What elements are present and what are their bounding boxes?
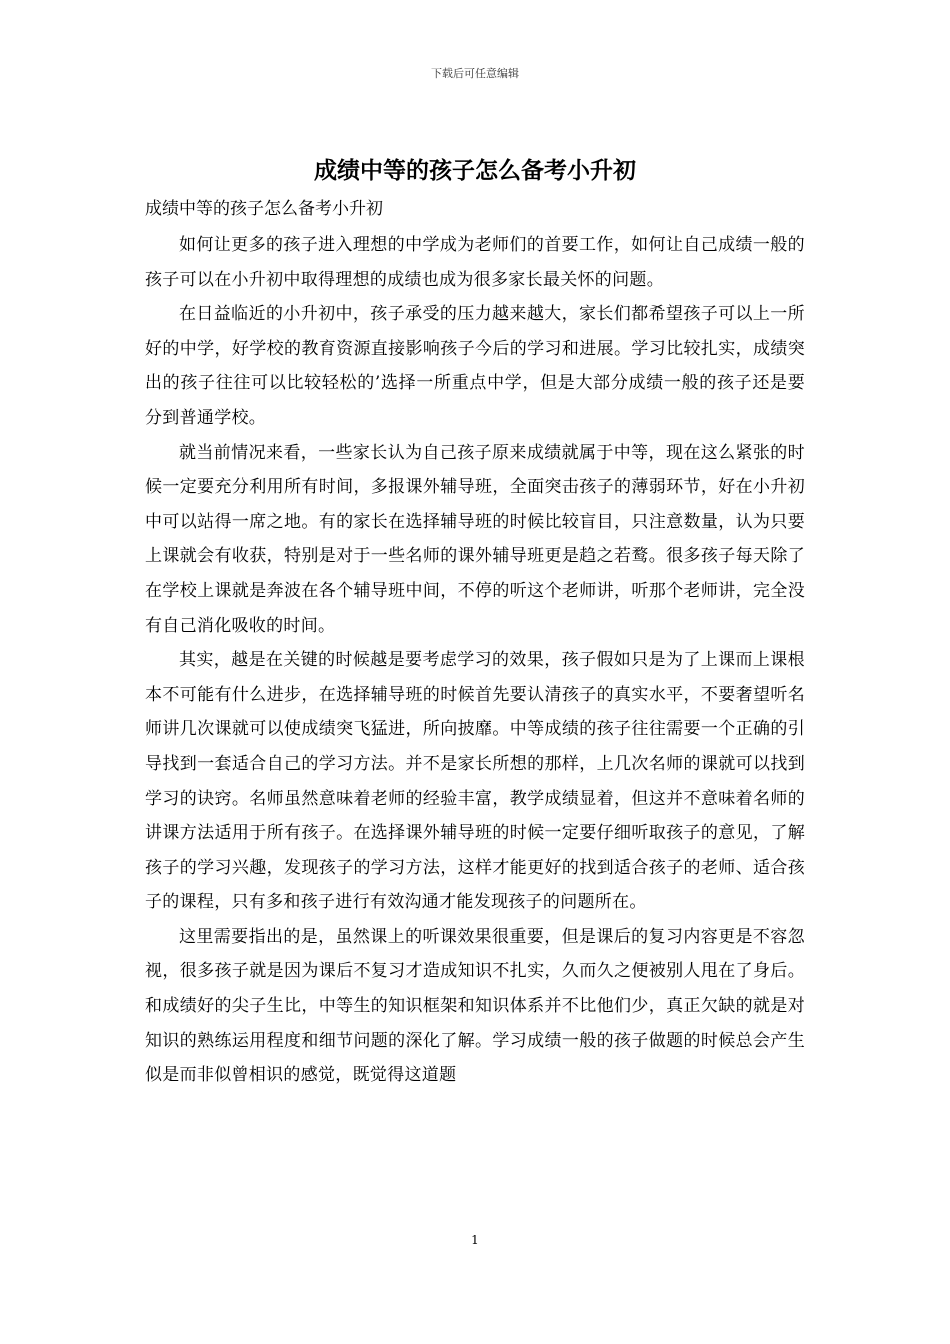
document-subtitle: 成绩中等的孩子怎么备考小升初 — [145, 199, 383, 219]
paragraph-2: 在日益临近的小升初中，孩子承受的压力越来越大，家长们都希望孩子可以上一所好的中学，好学校的教育资源直接影响孩子今后的学习和进展。学习比较扎实，成绩突出的孩子往往可以比较轻松的’选择一所重点中学，但是大部分成绩一般的孩子还是要分到普通学校。 — [145, 304, 805, 428]
paragraph-5: 这里需要指出的是，虽然课上的听课效果很重要，但是课后的复习内容更是不容忽视，很多孩子就是因为课后不复习才造成知识不扎实，久而久之便被别人甩在了身后。和成绩好的尖子生比，中等生的知识框架和知识体系并不比他们少，真正欠缺的就是对知识的熟练运用程度和细节问题的深化了解。学习成绩一般的孩子做题的时候总会产生似是而非似曾相识的感觉，既觉得这道题 — [145, 926, 805, 1086]
page-header: 下载后可任意编辑 — [431, 67, 519, 80]
paragraph-3: 就当前情况来看，一些家长认为自己孩子原来成绩就属于中等，现在这么紧张的时候一定要充分利用所有时间，多报课外辅导班，全面突击孩子的薄弱环节，好在小升初中可以站得一席之地。有的家长在选择辅导班的时候比较盲目，只注意数量，认为只要上课就会有收获，特别是对于一些名师的课外辅导班更是趋之若鹜。很多孩子每天除了在学校上课就是奔波在各个辅导班中间，不停的听这个老师讲，听那个老师讲，完全没有自己消化吸收的时间。 — [145, 442, 805, 636]
page-number: 1 — [471, 1233, 479, 1247]
paragraph-1: 如何让更多的孩子进入理想的中学成为老师们的首要工作，如何让自己成绩一般的孩子可以在小升初中取得理想的成绩也成为很多家长最关怀的问题。 — [145, 235, 805, 290]
document-title: 成绩中等的孩子怎么备考小升初 — [314, 158, 636, 184]
document-body — [145, 150, 805, 1093]
paragraph-4: 其实，越是在关键的时候越是要考虑学习的效果，孩子假如只是为了上课而上课根本不可能有什么进步，在选择辅导班的时候首先要认清孩子的真实水平，不要奢望听名师讲几次课就可以使成绩突飞猛进，所向披靡。中等成绩的孩子往往需要一个正确的引导找到一套适合自己的学习方法。并不是家长所想的那样，上几次名师的课就可以找到学习的诀窍。名师虽然意味着老师的经验丰富，教学成绩显着，但这并不意味着名师的讲课方法适用于所有孩子。在选择课外辅导班的时候一定要仔细听取孩子的意见，了解孩子的学习兴趣，发现孩子的学习方法，这样才能更好的找到适合孩子的老师、适合孩子的课程，只有多和孩子进行有效沟通才能发现孩子的问题所在。 — [145, 650, 805, 913]
